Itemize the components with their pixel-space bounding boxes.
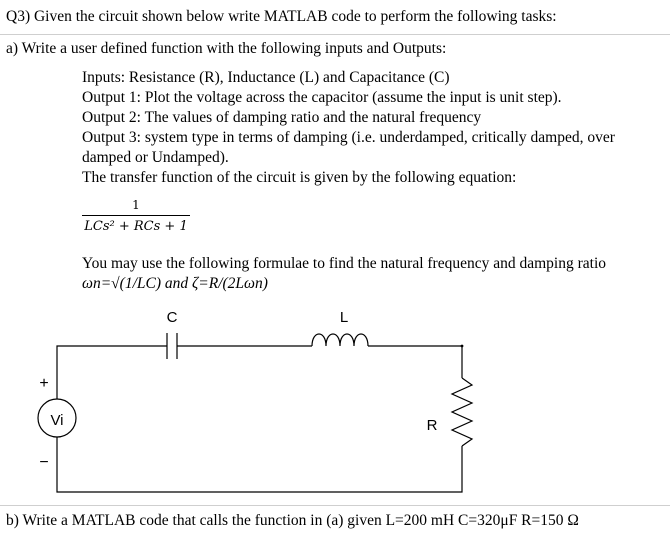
tf-numerator: 1 [132,198,140,212]
minus-sign: − [39,454,49,471]
bottom-wire [57,437,462,492]
resistor-label: R [426,417,438,434]
bottom-divider [0,505,670,506]
source-label: Vi [50,412,64,429]
inputs-line: Inputs: Resistance (R), Inductance (L) and Capacitance (C) [82,69,450,86]
inductor-coil [312,334,368,346]
capacitor-label: C [166,309,178,326]
output3-line1: Output 3: system type in terms of damping (i.e. underdamped, critically damped, over [82,129,615,146]
tf-denominator: LCs² + RCs + 1 [84,219,188,234]
top-right-wire [368,346,462,378]
formula-intro: You may use the following formulae to find the natural frequency and damping ratio [82,255,607,272]
resistor-zigzag [452,378,472,446]
top-left-wire [57,346,167,399]
output3-line2: damped or Undamped). [82,149,229,166]
formula-line: ωn=√(1/LC) and ζ=R/(2Lωn) [82,275,268,292]
part-a-heading: a) Write a user defined function with the following inputs and Outputs: [6,40,447,57]
question-title: Q3) Given the circuit shown below write MATLAB code to perform the following tasks: [6,8,557,25]
part-b-line: b) Write a MATLAB code that calls the function in (a) given L=200 mH C=320μF R=150 Ω [6,512,579,529]
output1-line: Output 1: Plot the voltage across the capacitor (assume the input is unit step). [82,89,562,106]
plus-sign: + [39,375,49,392]
inductor-label: L [339,309,349,326]
output2-line: Output 2: The values of damping ratio and the natural frequency [82,109,482,126]
right-node-dot [461,345,464,348]
tf-intro: The transfer function of the circuit is given by the following equation: [82,169,517,186]
